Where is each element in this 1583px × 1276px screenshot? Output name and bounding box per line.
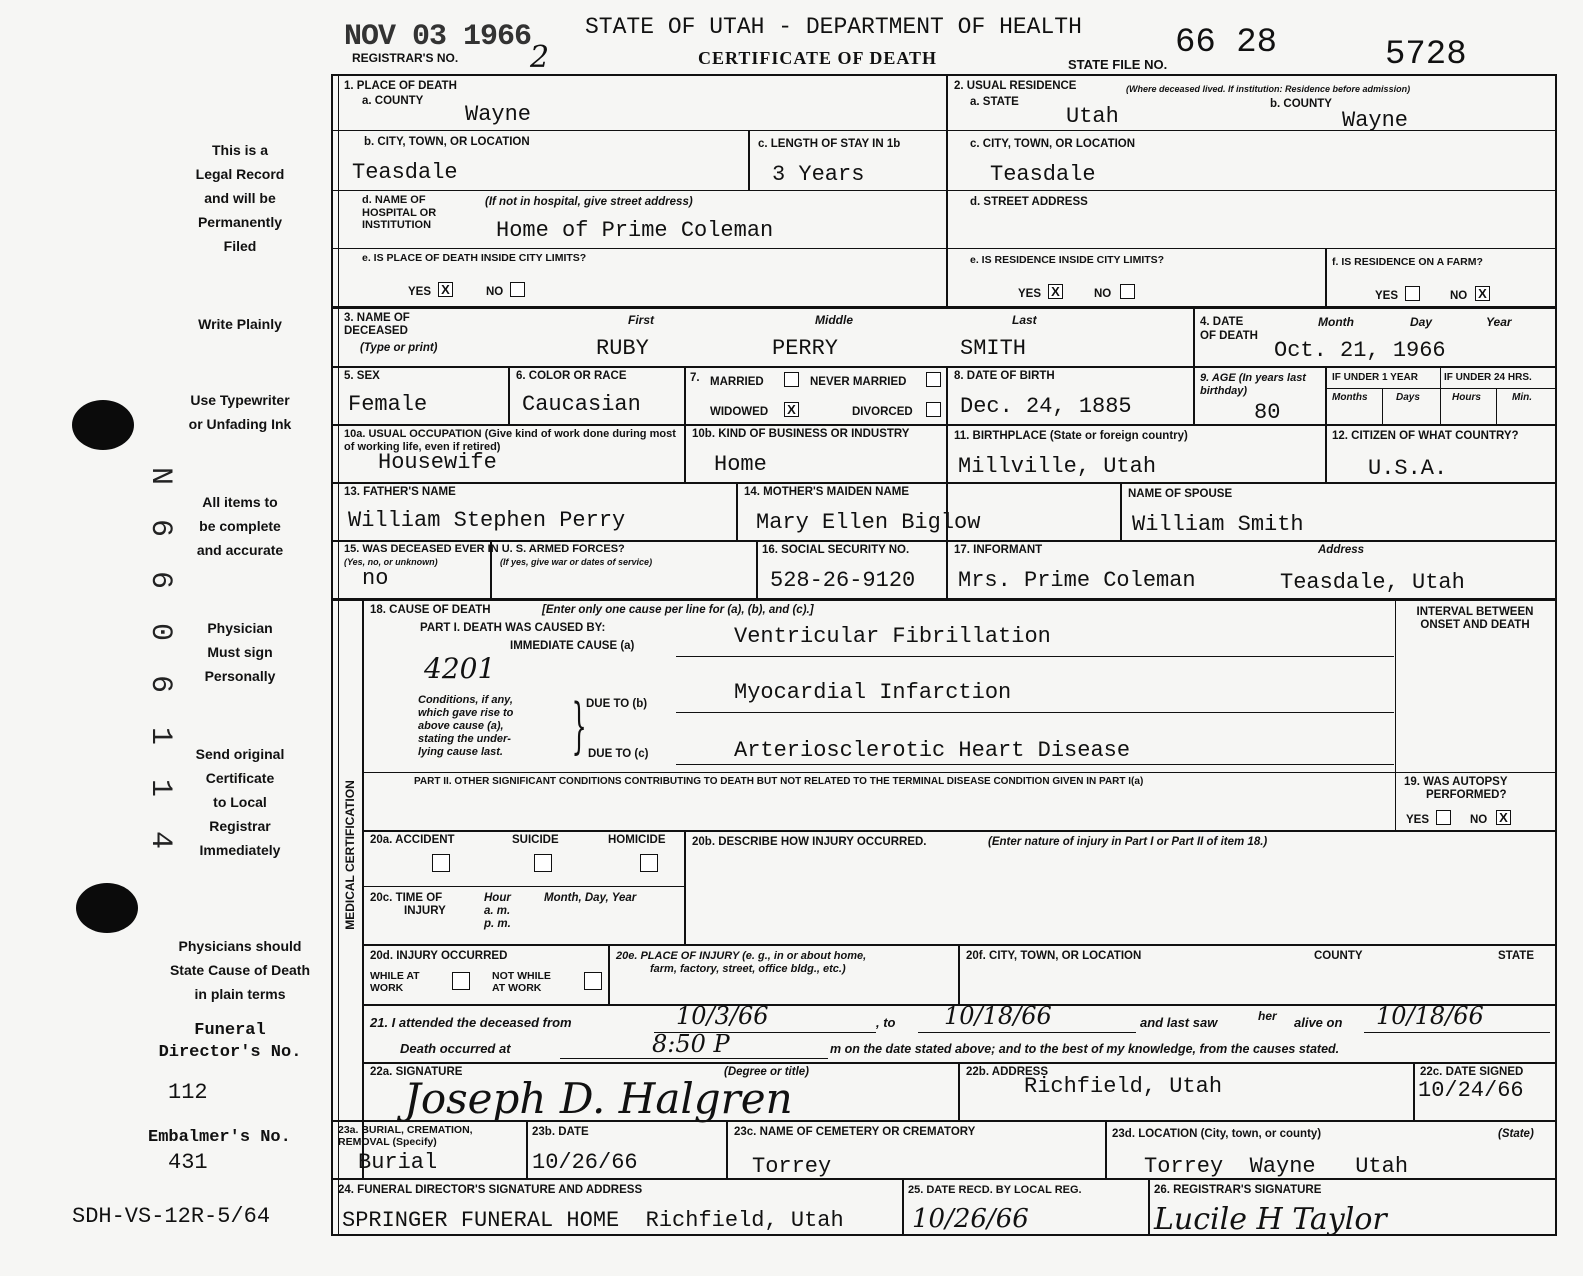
describe-injury-label: 20b. DESCRIBE HOW INJURY OCCURRED. [692,836,927,848]
social-security-no: 528-26-9120 [770,568,916,593]
typewriter-note: Use Typewriter or Unfading Ink [188,392,292,432]
occupation: Housewife [378,450,497,475]
vertical-file-number: N 6 6 0 6 1 1 4 [143,467,177,858]
residence-inside-label: e. IS RESIDENCE INSIDE CITY LIMITS? [970,254,1165,266]
registrar-no: 2 [530,40,550,75]
divorced-checkbox[interactable] [926,402,941,417]
state-label: a. STATE [970,96,1019,108]
date-of-death-label: 4. DATE OF DEATH [1200,316,1258,342]
accident-checkbox[interactable] [432,854,450,872]
state-file-no: 66 28 [1175,24,1278,62]
residence-state: Utah [1066,104,1119,129]
citizen-label: 12. CITIZEN OF WHAT COUNTRY? [1332,430,1519,442]
residence-county: Wayne [1342,108,1409,133]
last-seen-alive: 10/18/66 [1376,1002,1484,1030]
birthplace-label: 11. BIRTHPLACE (State or foreign country) [954,430,1188,442]
legal-record-note: This is a Legal Record and will be Permanently Filed [195,142,285,254]
punch-hole [72,400,134,450]
race: Caucasian [522,392,641,417]
street-address-label: d. STREET ADDRESS [970,196,1088,208]
autopsy-no-checkbox[interactable]: X [1496,810,1511,825]
birthplace: Millville, Utah [958,454,1157,479]
farm-label: f. IS RESIDENCE ON A FARM? [1332,256,1483,268]
type-or-print-hint: (Type or print) [360,342,438,354]
inside-city-limits-label: e. IS PLACE OF DEATH INSIDE CITY LIMITS? [362,252,587,264]
registrar-signature: Lucile H Taylor [1154,1202,1387,1237]
bracket: } [571,691,587,761]
hospital-label: d. NAME OF HOSPITAL OR INSTITUTION [362,194,437,232]
informant-address: Teasdale, Utah [1280,570,1465,595]
deceased-name-label: 3. NAME OF DECEASED [344,312,410,338]
send-original-note: Send original Certificate to Local Registrar Immediately [195,746,285,858]
citizenship: U.S.A. [1368,456,1448,481]
medical-certification-label: MEDICAL CERTIFICATION [343,780,357,930]
cause-of-death-label: 18. CAUSE OF DEATH [370,604,491,616]
usual-residence-label: 2. USUAL RESIDENCE [954,80,1077,92]
time-of-death: 8:50 P [652,1030,730,1058]
homicide-checkbox[interactable] [640,854,658,872]
length-of-stay: 3 Years [772,162,865,187]
cemetery: Torrey [752,1154,832,1179]
physician-address: Richfield, Utah [1024,1074,1223,1099]
place-of-death-label: 1. PLACE OF DEATH [344,80,457,92]
sex: Female [348,392,428,417]
usual-residence-hint: (Where deceased lived. If institution: Residence before admission) [1126,84,1411,94]
not-at-work-checkbox[interactable] [584,972,602,990]
funeral-director-no: 112 [168,1080,208,1105]
form-number: SDH-VS-12R-5/64 [72,1204,271,1229]
mother-name: Mary Ellen Biglow [756,510,981,535]
signature-label: 22a. SIGNATURE [370,1066,463,1078]
date-received: 10/26/66 [912,1204,1029,1234]
farm-yes-checkbox[interactable] [1405,286,1420,301]
father-name-label: 13. FATHER'S NAME [344,486,456,498]
residence-inside-no-checkbox[interactable] [1120,284,1135,299]
mother-name-label: 14. MOTHER'S MAIDEN NAME [744,486,910,498]
cemetery-location: Torrey Wayne Utah [1144,1154,1409,1179]
physician-signature: Joseph D. Halgren [404,1074,793,1123]
funeral-home: SPRINGER FUNERAL HOME Richfield, Utah [342,1208,844,1233]
business: Home [714,452,767,477]
informant-label: 17. INFORMANT [954,544,1043,556]
race-label: 6. COLOR OR RACE [516,370,627,382]
residence-inside-yes-checkbox[interactable]: X [1048,284,1063,299]
spouse-label: NAME OF SPOUSE [1128,488,1233,500]
spouse-name: William Smith [1132,512,1304,537]
residence-county-label: b. COUNTY [1270,98,1332,110]
autopsy-label: 19. WAS AUTOPSY PERFORMED? [1404,776,1508,802]
never-married-checkbox[interactable] [926,372,941,387]
burial-method: Burial [358,1150,438,1175]
burial-method-label: 23a. BURIAL, CREMATION, REMOVAL (Specify) [338,1124,473,1149]
father-name: William Stephen Perry [348,508,626,533]
embalmer-no-label: Embalmer's No. [148,1128,291,1147]
business-label: 10b. KIND OF BUSINESS OR INDUSTRY [692,428,910,440]
hospital-name: Home of Prime Coleman [496,218,774,243]
residence-city-label: c. CITY, TOWN, OR LOCATION [970,138,1136,150]
date-of-birth: Dec. 24, 1885 [960,394,1132,419]
age-label: 9. AGE (In years last birthday) [1200,372,1306,397]
part-two-label: PART II. OTHER SIGNIFICANT CONDITIONS CONTRIBUTING TO DEATH BUT NOT RELATED TO THE TERMINAL DISEASE CONDITION GIVEN IN PART I(a) [414,776,1144,787]
hospital-hint: (If not in hospital, give street address) [485,196,693,208]
ssn-label: 16. SOCIAL SECURITY NO. [762,544,910,556]
hour-label: Hour a. m. p. m. [484,892,511,931]
length-of-stay-label: c. LENGTH OF STAY IN 1b [758,138,901,150]
residence-city: Teasdale [990,162,1096,187]
occupation-label: 10a. USUAL OCCUPATION (Give kind of work done during most of working life, even if retired) [344,428,676,453]
physicians-should-note: Physicians should State Cause of Death in plain terms [169,938,311,1002]
death-inside-yes-checkbox[interactable]: X [438,282,453,297]
death-county: Wayne [465,102,532,127]
physician-sign-note: Physician Must sign Personally [204,620,276,684]
burial-date: 10/26/66 [532,1150,638,1175]
age: 80 [1254,400,1281,425]
informant-name: Mrs. Prime Coleman [958,568,1196,593]
sex-label: 5. SEX [344,370,380,382]
immediate-cause: Ventricular Fibrillation [734,624,1051,649]
registrar-no-label: REGISTRAR'S NO. [352,51,459,65]
death-city: Teasdale [352,160,458,185]
complete-note: All items to be complete and accurate [196,494,284,558]
funeral-director-no-label: Funeral Director's No. [158,1021,302,1062]
interval-label: INTERVAL BETWEEN ONSET AND DEATH [1416,606,1534,632]
suicide-checkbox[interactable] [534,854,552,872]
conditions-note: Conditions, if any, which gave rise to above cause (a), stating the under- lying cause last. [418,694,514,758]
autopsy-yes-checkbox[interactable] [1436,810,1451,825]
embalmer-no: 431 [168,1150,208,1175]
date-of-birth-label: 8. DATE OF BIRTH [954,370,1055,382]
due-to-b: Myocardial Infarction [734,680,1012,705]
married-checkbox[interactable] [784,372,799,387]
state-file-no-suffix: 5728 [1385,36,1467,74]
write-plainly-note: Write Plainly [198,316,282,332]
time-of-injury-label: 20c. TIME OF INJURY [370,892,446,918]
cause-code: 4201 [424,652,496,685]
armed-forces: no [362,566,389,591]
county-label: a. COUNTY [362,95,424,107]
deceased-first-name: RUBY [596,336,649,361]
place-of-injury-label: 20e. PLACE OF INJURY (e. g., in or about home, farm, factory, street, office bldg., etc.) [616,950,867,975]
armed-forces-label: 15. WAS DECEASED EVER IN U. S. ARMED FORCES? [344,543,625,555]
attended-from: 10/3/66 [676,1002,769,1030]
deceased-last-name: SMITH [960,336,1027,361]
widowed-checkbox[interactable]: X [784,402,799,417]
due-to-c: Arteriosclerotic Heart Disease [734,738,1131,763]
death-inside-no-checkbox[interactable] [510,282,525,297]
attended-to: 10/18/66 [944,1002,1052,1030]
city-label: b. CITY, TOWN, OR LOCATION [364,136,530,148]
punch-hole [76,883,138,933]
agency-title: STATE OF UTAH - DEPARTMENT OF HEALTH [585,14,1082,40]
while-at-work-checkbox[interactable] [452,972,470,990]
received-stamp: NOV 03 1966 [344,20,532,54]
date-of-death: Oct. 21, 1966 [1274,338,1446,363]
certificate-title: CERTIFICATE OF DEATH [698,48,938,68]
date-signed: 10/24/66 [1418,1078,1524,1103]
farm-no-checkbox[interactable]: X [1475,286,1490,301]
state-file-label: STATE FILE NO. [1068,57,1168,72]
deceased-middle-name: PERRY [772,336,839,361]
